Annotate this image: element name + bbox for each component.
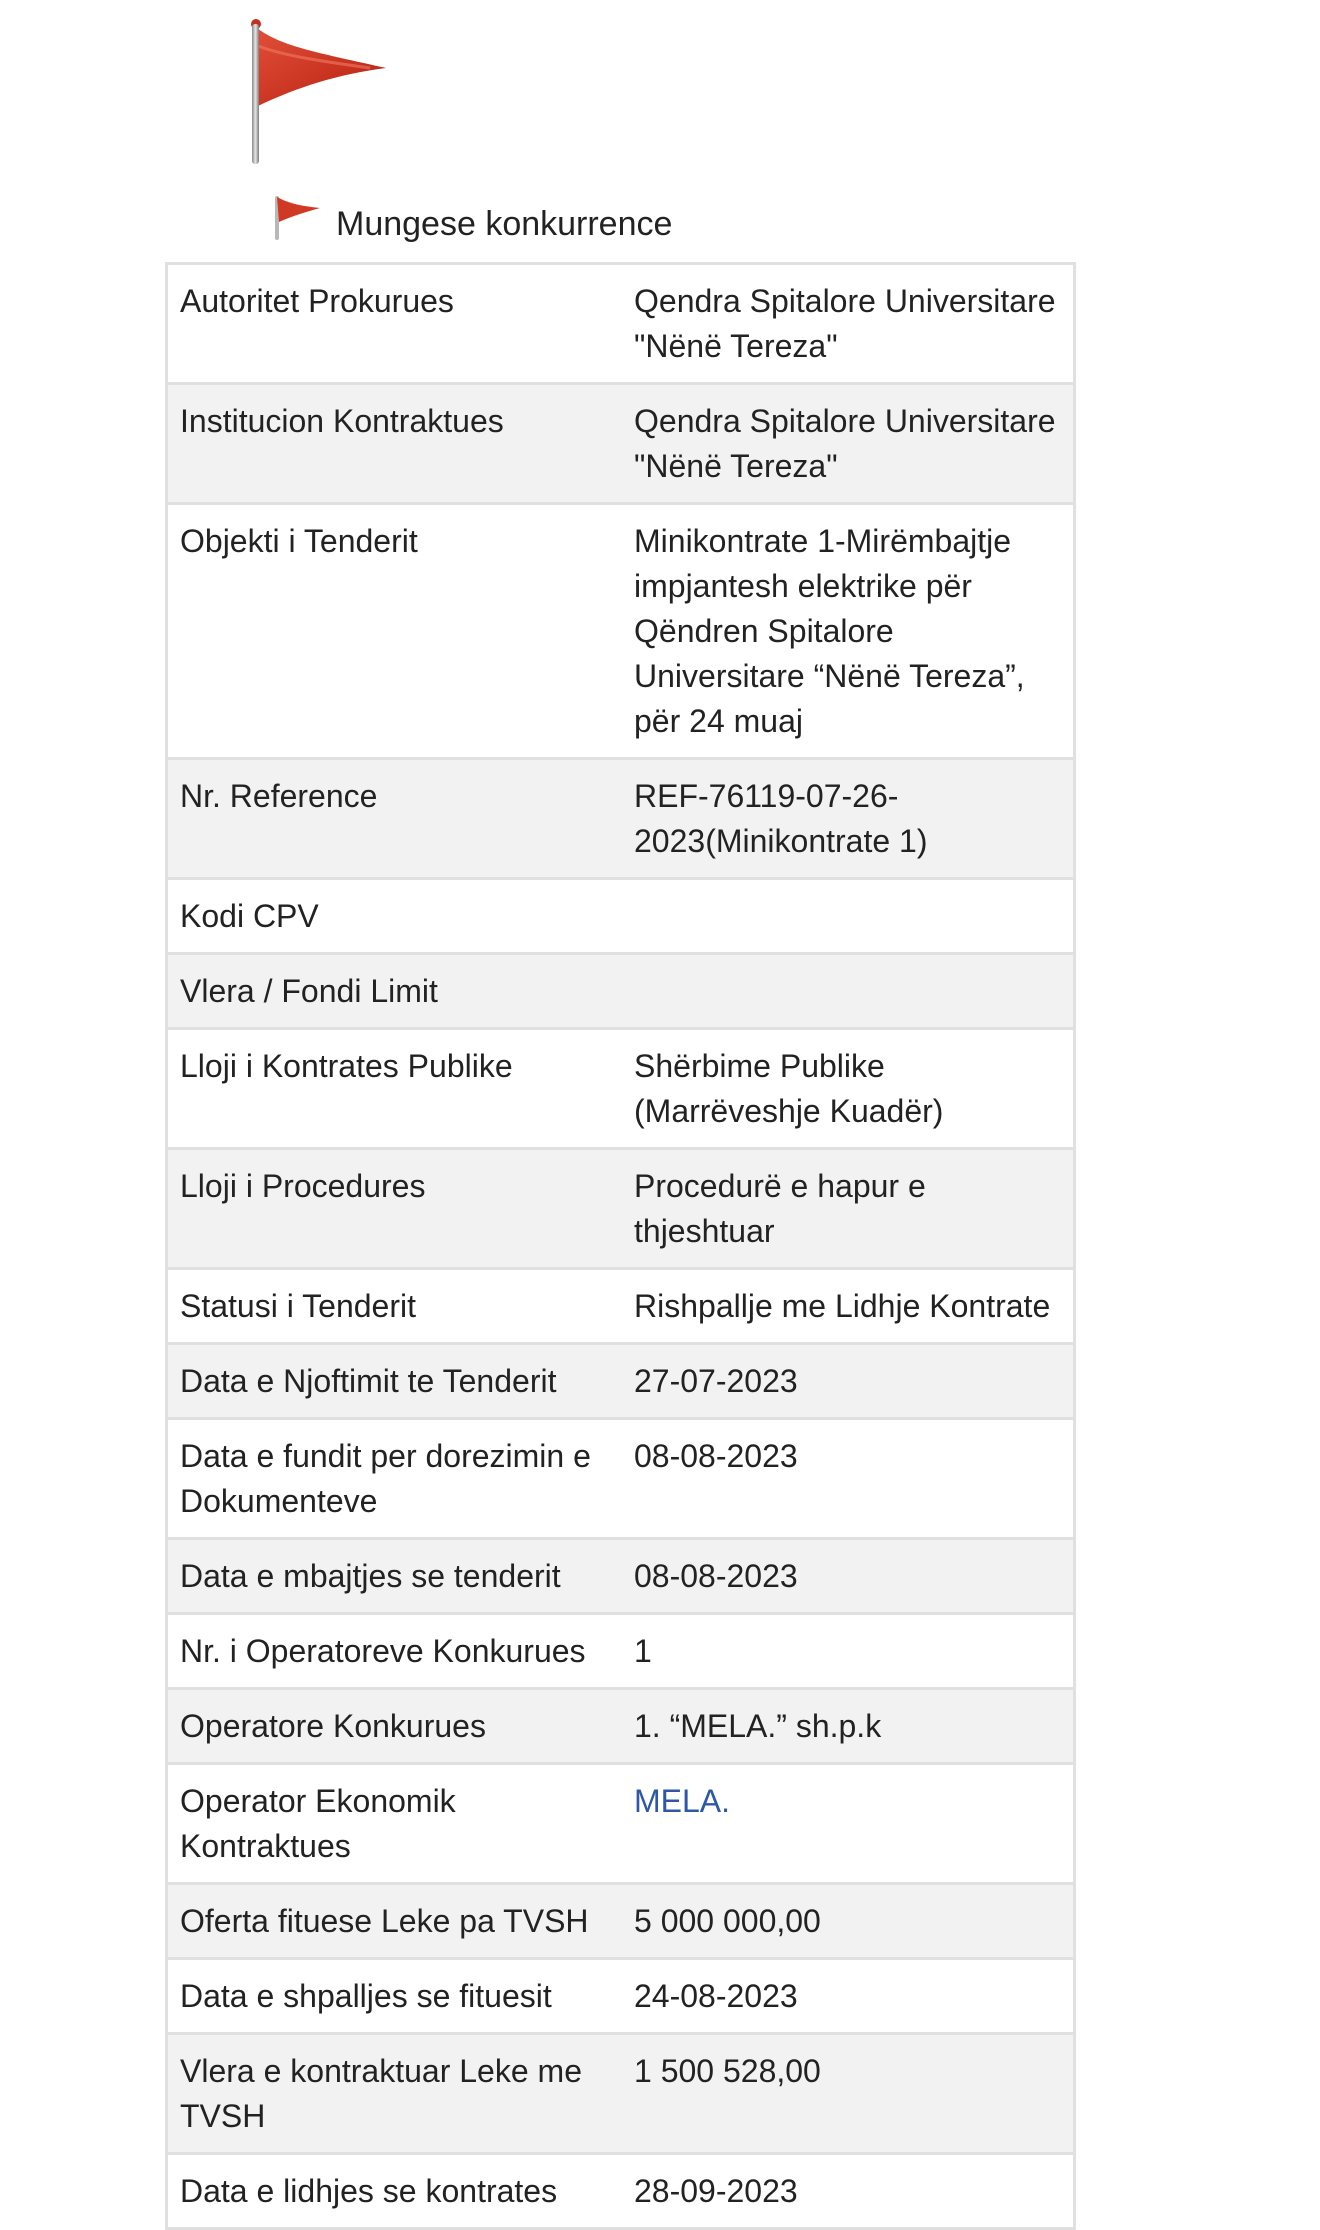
row-label: Statusi i Tenderit bbox=[167, 1269, 623, 1344]
contractor-link[interactable]: MELA. bbox=[634, 1783, 731, 1819]
heading-title: Mungese konkurrence bbox=[336, 205, 673, 243]
row-value: 1 bbox=[622, 1614, 1075, 1689]
row-label: Operator Ekonomik Kontraktues bbox=[167, 1764, 623, 1884]
row-value: Rishpallje me Lidhje Kontrate bbox=[622, 1269, 1075, 1344]
table-row bbox=[167, 1149, 1075, 1269]
tender-details-table bbox=[165, 262, 1076, 2230]
table-row bbox=[167, 954, 1075, 1029]
row-value: Qendra Spitalore Universitare "Nënë Tereza" bbox=[622, 264, 1075, 384]
row-label: Oferta fituese Leke pa TVSH bbox=[167, 1884, 623, 1959]
row-label: Lloji i Kontrates Publike bbox=[167, 1029, 623, 1149]
table-row bbox=[167, 1344, 1075, 1419]
row-value: 08-08-2023 bbox=[622, 1419, 1075, 1539]
row-value: REF-76119-07-26-2023(Minikontrate 1) bbox=[622, 759, 1075, 879]
table-row bbox=[167, 1614, 1075, 1689]
row-value: Qendra Spitalore Universitare "Nënë Tereza" bbox=[622, 384, 1075, 504]
row-value bbox=[622, 954, 1075, 1029]
table-row bbox=[167, 504, 1075, 759]
row-label: Nr. i Operatoreve Konkurues bbox=[167, 1614, 623, 1689]
row-label: Data e shpalljes se fituesit bbox=[167, 1959, 623, 2034]
row-label: Kodi CPV bbox=[167, 879, 623, 954]
table-row bbox=[167, 2034, 1075, 2154]
row-value: 27-07-2023 bbox=[622, 1344, 1075, 1419]
table-row bbox=[167, 1884, 1075, 1959]
row-label: Lloji i Procedures bbox=[167, 1149, 623, 1269]
row-value: 5 000 000,00 bbox=[622, 1884, 1075, 1959]
row-label: Objekti i Tenderit bbox=[167, 504, 623, 759]
table-row bbox=[167, 759, 1075, 879]
table-row bbox=[167, 1959, 1075, 2034]
row-label: Data e fundit per dorezimin e Dokumenteve bbox=[167, 1419, 623, 1539]
table-row bbox=[167, 1419, 1075, 1539]
row-value bbox=[622, 879, 1075, 954]
row-label: Autoritet Prokurues bbox=[167, 264, 623, 384]
row-value: 1 500 528,00 bbox=[622, 2034, 1075, 2154]
row-label: Operatore Konkurues bbox=[167, 1689, 623, 1764]
row-value: 24-08-2023 bbox=[622, 1959, 1075, 2034]
table-row bbox=[167, 879, 1075, 954]
row-value bbox=[622, 1764, 1075, 1884]
table-row bbox=[167, 384, 1075, 504]
row-label: Nr. Reference bbox=[167, 759, 623, 879]
row-value: Minikontrate 1-Mirëmbajtje impjantesh elektrike për Qëndren Spitalore Universitare “Nënë Tereza”, për 24 muaj bbox=[622, 504, 1075, 759]
row-label: Vlera e kontraktuar Leke me TVSH bbox=[167, 2034, 623, 2154]
row-label: Data e lidhjes se kontrates bbox=[167, 2154, 623, 2229]
row-value: 1. “MELA.” sh.p.k bbox=[622, 1689, 1075, 1764]
red-flag-icon bbox=[270, 192, 322, 242]
row-value: 08-08-2023 bbox=[622, 1539, 1075, 1614]
table-row bbox=[167, 1764, 1075, 1884]
row-value: Shërbime Publike (Marrëveshje Kuadër) bbox=[622, 1029, 1075, 1149]
row-label: Vlera / Fondi Limit bbox=[167, 954, 623, 1029]
table-row bbox=[167, 1269, 1075, 1344]
row-value: Procedurë e hapur e thjeshtuar bbox=[622, 1149, 1075, 1269]
red-flag-icon bbox=[240, 16, 400, 166]
row-value: 28-09-2023 bbox=[622, 2154, 1075, 2229]
table-row bbox=[167, 2154, 1075, 2229]
table-row bbox=[167, 1539, 1075, 1614]
row-label: Data e Njoftimit te Tenderit bbox=[167, 1344, 623, 1419]
table-row bbox=[167, 1029, 1075, 1149]
table-row bbox=[167, 1689, 1075, 1764]
section-heading bbox=[270, 176, 672, 246]
row-label: Institucion Kontraktues bbox=[167, 384, 623, 504]
row-label: Data e mbajtjes se tenderit bbox=[167, 1539, 623, 1614]
table-row bbox=[167, 264, 1075, 384]
